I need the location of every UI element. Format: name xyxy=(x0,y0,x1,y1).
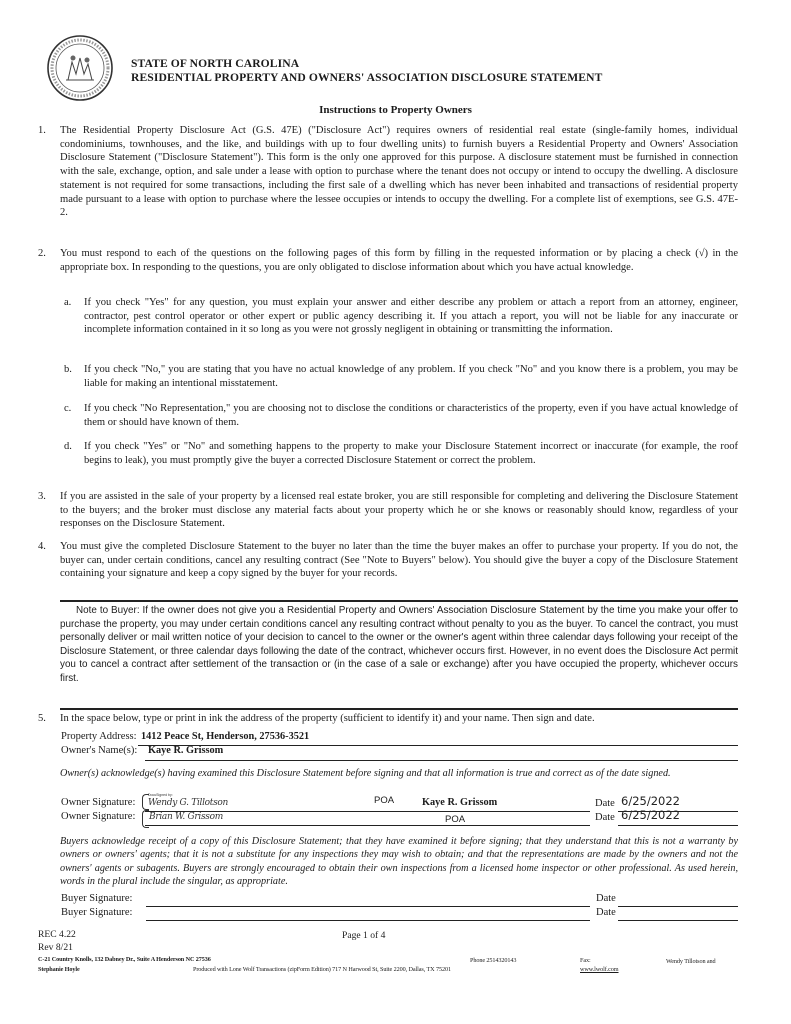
subitem-text: If you check "No Representation," you are choosing not to disclose the conditions or characteristics of the property, even if you have actual knowledge of them or should have known of them. xyxy=(84,403,738,428)
item-number: 5. xyxy=(38,713,46,724)
subitem-letter: b. xyxy=(64,364,72,375)
item-text: You must respond to each of the questions on the following pages of this form by filling in the requested information or by placing a check (√) in the appropriate box. In responding to the questions, you are only obligated to disclose information about which you have actual knowledge. xyxy=(60,248,738,273)
date-label: Date xyxy=(595,812,615,823)
instruction-item xyxy=(38,540,738,581)
subitem-text: If you check "Yes" or "No" and something happens to the property to make your Disclosure Statement incorrect or inaccurate (for example, the roof begins to leak), you must promptly give the buyer a corrected Disclosure Statement or correct the problem. xyxy=(84,441,738,466)
date-label: Date xyxy=(595,798,615,809)
subitem-letter: c. xyxy=(64,403,72,414)
subitem-letter: a. xyxy=(64,297,72,308)
website-link[interactable]: www.lwolf.com xyxy=(580,966,619,973)
agent-name: Wendy Tillotson and xyxy=(666,958,716,965)
phone: Phone 2514320143 xyxy=(470,957,517,964)
instruction-subitem xyxy=(64,440,738,467)
owner-signature-2[interactable]: Brian W. Grissom xyxy=(149,812,223,822)
property-address-label: Property Address: xyxy=(61,731,137,742)
note-to-buyer-text: Note to Buyer: If the owner does not give you a Residential Property and Owners' Association Disclosure Statement by the time you make your offer to purchase the property, you may under certain conditions cancel any resulting contract without penalty to you as the buyer. To cancel the contract, you must personally deliver or mail written notice of your decision to cancel to the owner or the owner's agent within three calendar days following your receipt of the Disclosure Statement, or three calendar days following the date of the contract, whichever occurs first. However, in no event does the Disclosure Act permit you to cancel a contract after settlement of the transaction or (in the case of a sale or exchange) after you have occupied the property, whichever occurs first. xyxy=(60,605,738,684)
owner-signature-label: Owner Signature: xyxy=(61,797,136,808)
date-label: Date xyxy=(596,907,616,918)
buyer-acknowledgement: Buyers acknowledge receipt of a copy of this Disclosure Statement; that they have examined it before signing; that they understand that this is not a warranty by owners or owners' agents; that it is not a substitute for any inspections they may wish to obtain; and that the representations are made by the owners and not the owners' agents or subagents. Buyers are strongly encouraged to obtain their own inspections from a licensed home inspector or other professional. As used herein, words in the plural include the singular, as appropriate. xyxy=(60,836,738,887)
instruction-item xyxy=(38,124,738,220)
agent-name-2: Stephanie Hoyle xyxy=(38,966,80,973)
nc-seal-icon xyxy=(46,34,114,102)
instruction-item xyxy=(38,247,738,274)
subitem-text: If you check "Yes" for any question, you must explain your answer and either describe any problem or attach a report from an attorney, engineer, contractor, pest control operator or other expert or public agency describing it. If you attach a report, you will not be liable for any inaccurate or incomplete information contained in it so long as you were not grossly negligent in obtaining or transmitting the information. xyxy=(84,297,738,336)
owner-names-label: Owner's Name(s): xyxy=(61,745,138,756)
buyer-date-line[interactable] xyxy=(618,906,738,907)
document-header xyxy=(131,57,602,85)
owner-signature-label: Owner Signature: xyxy=(61,811,136,822)
owner-printed-name: Kaye R. Grissom xyxy=(422,797,498,808)
owner-printed-name-poa: POA xyxy=(445,814,466,825)
owner-signature-date[interactable]: 6/25/2022 xyxy=(621,794,680,808)
item-number: 1. xyxy=(38,125,46,136)
docusign-tag: DocuSigned by: xyxy=(148,793,173,797)
subitem-letter: d. xyxy=(64,441,72,452)
office-address: C-21 Country Knolls, 132 Dabney Dr., Suite A Henderson NC 27536 xyxy=(38,956,211,963)
instruction-subitem xyxy=(64,363,738,390)
instructions-heading: Instructions to Property Owners xyxy=(319,104,472,116)
note-bottom-rule xyxy=(60,708,738,710)
buyer-signature-label: Buyer Signature: xyxy=(61,893,133,904)
date-line xyxy=(618,825,738,826)
owner-signature-1[interactable]: Wendy G. Tillotson xyxy=(148,798,229,808)
owner-signature-line xyxy=(145,825,590,826)
item-text: In the space below, type or print in ink the address of the property (sufficient to identify it) and your name. Then sign and date. xyxy=(60,713,595,724)
owner-names-line xyxy=(145,760,738,761)
buyer-date-line[interactable] xyxy=(618,920,738,921)
form-title: RESIDENTIAL PROPERTY AND OWNERS' ASSOCIATION DISCLOSURE STATEMENT xyxy=(131,71,603,84)
item-number: 4. xyxy=(38,541,46,552)
item-text: The Residential Property Disclosure Act (G.S. 47E) ("Disclosure Act") requires owners of residential real estate (single-family homes, individual condominiums, townhouses, and the like, and buildings with up to four dwelling units) to furnish buyers a Residential Property and Owners' Association Disclosure Statement ("Disclosure Statement"). This form is the only one approved for this purpose. A disclosure statement must be furnished in connection with the sale, exchange, option, and sale under a lease with option to purchase where the tenant does not occupy or intend to occupy the dwelling. A disclosure statement is not required for some transactions, including the first sale of a dwelling which has never been inhabited and transactions of residential property made pursuant to a lease with option to purchase where the lessee occupies or intends to occupy the dwelling. For a complete list of exemptions, see G.S. 47E-2. xyxy=(60,125,738,219)
subitem-text: If you check "No," you are stating that you have no actual knowledge of any problem. If you check "No" and you know there is a problem, you may be liable for making an intentional misstatement. xyxy=(84,364,738,389)
buyer-signature-line[interactable] xyxy=(146,906,590,907)
instruction-subitem xyxy=(64,402,738,429)
form-revision: Rev 8/21 xyxy=(38,942,73,953)
item-number: 2. xyxy=(38,248,46,259)
page-number: Page 1 of 4 xyxy=(342,930,386,941)
note-top-rule xyxy=(60,600,738,602)
buyer-signature-label: Buyer Signature: xyxy=(61,907,133,918)
instruction-subitem xyxy=(64,296,738,337)
form-code: REC 4.22 xyxy=(38,929,76,940)
poa-label: POA xyxy=(374,795,395,806)
item-text: You must give the completed Disclosure Statement to the buyer no later than the time the buyer makes an offer to purchase your property. If you do not, the buyer can, under certain conditions, cancel any resulting contract (See "Note to Buyers" below). You should give the buyer a copy of the Disclosure Statement containing your signature and keep a copy signed by the buyer for your records. xyxy=(60,541,738,580)
item-number: 3. xyxy=(38,491,46,502)
owner-acknowledgement: Owner(s) acknowledge(s) having examined this Disclosure Statement before signing and that all information is true and correct as of the date signed. xyxy=(60,768,671,779)
owner-signature-date[interactable]: 6/25/2022 xyxy=(621,808,680,822)
note-to-buyer xyxy=(60,604,738,685)
fax: Fax: xyxy=(580,957,591,964)
instruction-item xyxy=(38,712,738,726)
property-address-line xyxy=(138,745,738,746)
buyer-signature-line[interactable] xyxy=(146,920,590,921)
date-label: Date xyxy=(596,893,616,904)
produced-by: Produced with Lone Wolf Transactions (zipForm Edition) 717 N Harwood St, Suite 2200, Dallas, TX 75201 xyxy=(193,966,451,973)
instruction-item xyxy=(38,490,738,531)
property-address-value[interactable]: 1412 Peace St, Henderson, 27536-3521 xyxy=(141,731,310,742)
owner-names-value[interactable]: Kaye R. Grissom xyxy=(148,745,224,756)
state-title: STATE OF NORTH CAROLINA xyxy=(131,57,300,70)
item-text: If you are assisted in the sale of your property by a licensed real estate broker, you are still responsible for completing and delivering the Disclosure Statement to the buyers; and the broker must disclose any material facts about your property which he or she knows or reasonably should know, regardless of your responses on the Disclosure Statement. xyxy=(60,491,738,530)
